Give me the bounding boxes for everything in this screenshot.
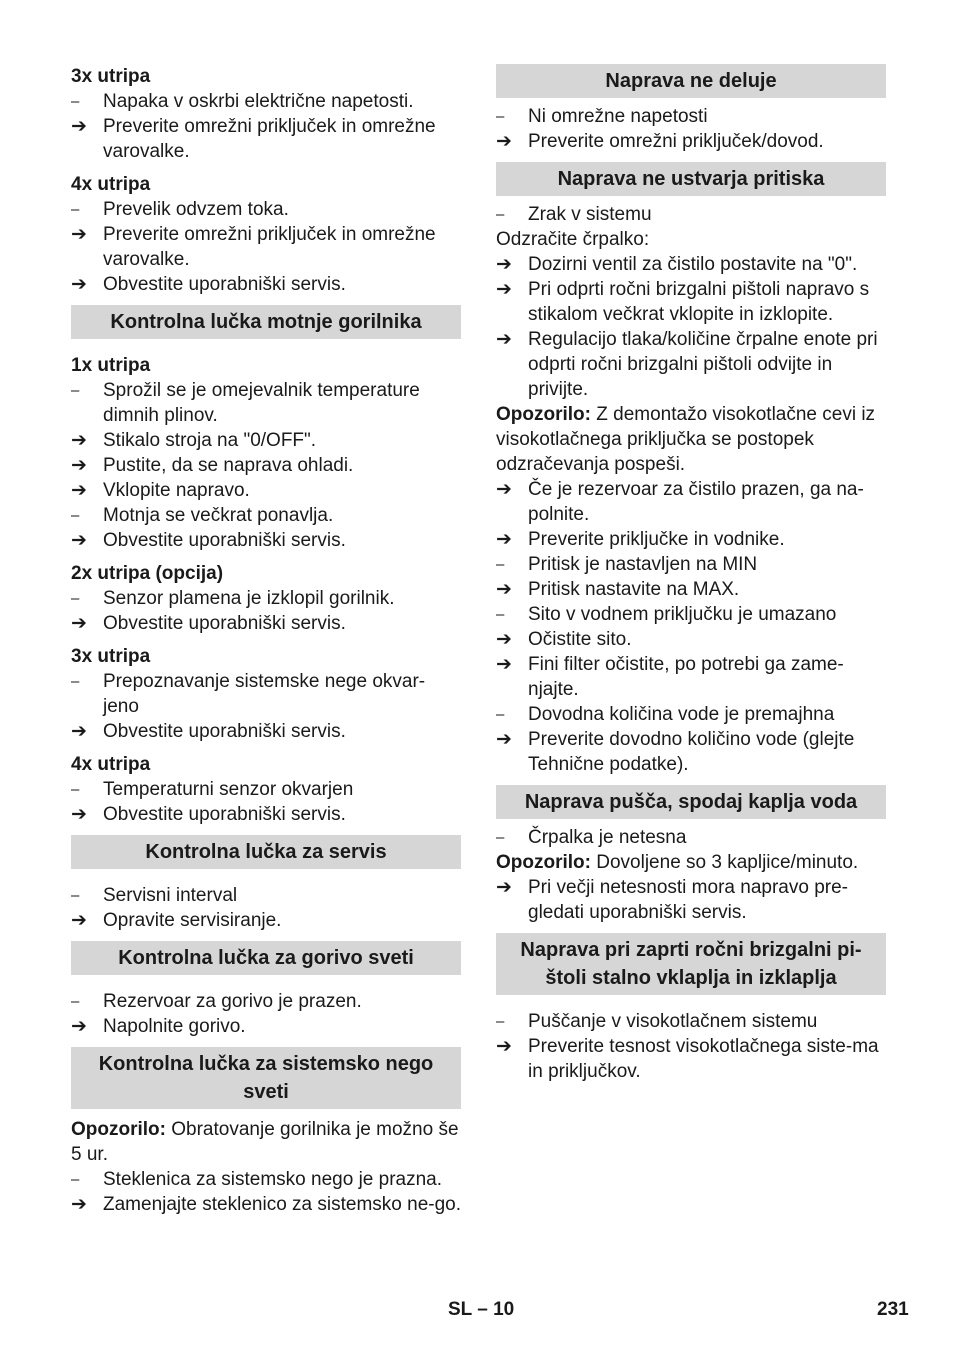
- cause-item: [71, 89, 461, 114]
- remedy-item: [496, 652, 886, 702]
- arrow-right-icon: ➔: [496, 329, 512, 350]
- item-text: Dozirni ventil za čistilo postavite na "0".: [528, 254, 858, 275]
- item-text: Steklenica za sistemsko nego je prazna.: [103, 1169, 443, 1190]
- note-text: Obratovanje gorilnika je možno še 5 ur.: [71, 1119, 459, 1165]
- item-text: Temperaturni senzor okvarjen: [103, 779, 354, 800]
- cause-item: [496, 602, 886, 627]
- subheading: 3x utripa: [71, 646, 151, 667]
- arrow-right-icon: ➔: [71, 480, 87, 501]
- item-text: Prevelik odvzem toka.: [103, 199, 289, 220]
- section-heading: Kontrolna lučka motnje gorilnika: [71, 305, 461, 339]
- subheading: 1x utripa: [71, 355, 151, 376]
- item-text: Preverite omrežni priključek/dovod.: [528, 131, 824, 152]
- arrow-right-icon: ➔: [71, 274, 87, 295]
- dash-icon: –: [71, 1171, 80, 1188]
- arrow-right-icon: ➔: [71, 430, 87, 451]
- remedy-item: [496, 1034, 886, 1084]
- arrow-right-icon: ➔: [496, 1036, 512, 1057]
- dash-icon: –: [496, 556, 505, 573]
- dash-icon: –: [71, 673, 80, 690]
- remedy-item: [496, 252, 886, 277]
- dash-icon: –: [496, 706, 505, 723]
- item-text: Servisni interval: [103, 885, 238, 906]
- arrow-right-icon: ➔: [496, 254, 512, 275]
- remedy-item: [496, 477, 886, 527]
- item-text: Prepoznavanje sistemske nege okvar-jeno: [103, 671, 426, 717]
- arrow-right-icon: ➔: [71, 721, 87, 742]
- remedy-item: [71, 428, 461, 453]
- remedy-item: [496, 527, 886, 552]
- remedy-item: [496, 277, 886, 327]
- remedy-item: [496, 129, 886, 154]
- cause-item: [496, 1009, 886, 1034]
- arrow-right-icon: ➔: [496, 479, 512, 500]
- cause-item: [71, 989, 461, 1014]
- cause-item: [496, 825, 886, 850]
- arrow-right-icon: ➔: [71, 530, 87, 551]
- remedy-item: [71, 114, 461, 164]
- item-text: Obvestite uporabniški servis.: [103, 804, 346, 825]
- arrow-right-icon: ➔: [71, 1194, 87, 1215]
- cause-item: [496, 202, 886, 227]
- arrow-right-icon: ➔: [496, 579, 512, 600]
- footer-page-label: – 10: [477, 1299, 515, 1320]
- cause-item: [496, 702, 886, 727]
- subheading: 4x utripa: [71, 174, 151, 195]
- arrow-right-icon: ➔: [496, 877, 512, 898]
- item-text: Pri večji netesnosti mora napravo pre-gledati uporabniški servis.: [528, 877, 848, 923]
- item-text: Zamenjajte steklenico za sistemsko ne-go.: [103, 1194, 461, 1215]
- item-text: Sito v vodnem priključku je umazano: [528, 604, 837, 625]
- item-text: Motnja se večkrat ponavlja.: [103, 505, 334, 526]
- remedy-item: [71, 611, 461, 636]
- section-heading: Naprava ne deluje: [496, 64, 886, 98]
- item-text: Regulacijo tlaka/količine črpalne enote pri odprti ročni brizgalni pištoli odvijte in privijte.: [528, 329, 878, 400]
- dash-icon: –: [71, 93, 80, 110]
- arrow-right-icon: ➔: [496, 529, 512, 550]
- cause-item: [71, 378, 461, 428]
- cause-item: [71, 197, 461, 222]
- item-text: Rezervoar za gorivo je prazen.: [103, 991, 362, 1012]
- item-text: Obvestite uporabniški servis.: [103, 530, 346, 551]
- note-paragraph: [496, 850, 886, 875]
- item-text: Pritisk nastavite na MAX.: [528, 579, 740, 600]
- right-column: [496, 64, 886, 1084]
- item-text: Senzor plamena je izklopil gorilnik.: [103, 588, 395, 609]
- footer-page-number: 231: [877, 1299, 909, 1320]
- note-label: Opozorilo:: [71, 1119, 166, 1140]
- item-text: Zrak v sistemu: [528, 204, 652, 225]
- note-text: Z demontažo visokotlačne cevi iz visokotlačnega priključka se postopek odzračevanja pospeši.: [496, 404, 876, 475]
- arrow-right-icon: ➔: [496, 279, 512, 300]
- subheading: 2x utripa (opcija): [71, 563, 224, 584]
- subheading: 3x utripa: [71, 66, 151, 87]
- note-text: Dovoljene so 3 kapljice/minuto.: [590, 852, 859, 873]
- remedy-item: [496, 727, 886, 777]
- section-heading: Kontrolna lučka za sistemsko nego sveti: [71, 1047, 461, 1109]
- left-column: [71, 64, 461, 1217]
- arrow-right-icon: ➔: [71, 804, 87, 825]
- item-text: Obvestite uporabniški servis.: [103, 613, 346, 634]
- remedy-item: [496, 875, 886, 925]
- arrow-right-icon: ➔: [71, 1016, 87, 1037]
- item-text: Pri odprti ročni brizgalni pištoli napravo s stikalom večkrat vklopite in izklopite.: [528, 279, 870, 325]
- cause-item: [496, 552, 886, 577]
- item-text: Preverite priključke in vodnike.: [528, 529, 785, 550]
- note-label: Opozorilo:: [496, 404, 591, 425]
- cause-item: [71, 883, 461, 908]
- item-text: Stikalo stroja na "0/OFF".: [103, 430, 317, 451]
- dash-icon: –: [496, 606, 505, 623]
- remedy-item: [71, 528, 461, 553]
- note-paragraph: [71, 1117, 461, 1167]
- arrow-right-icon: ➔: [71, 116, 87, 137]
- dash-icon: –: [71, 781, 80, 798]
- dash-icon: –: [71, 887, 80, 904]
- paragraph: Odzračite črpalko:: [496, 229, 650, 250]
- dash-icon: –: [496, 1013, 505, 1030]
- item-text: Pritisk je nastavljen na MIN: [528, 554, 758, 575]
- subheading: 4x utripa: [71, 754, 151, 775]
- section-heading: Naprava pri zaprti ročni brizgalni pi-štoli stalno vklaplja in izklaplja: [496, 933, 886, 995]
- item-text: Preverite tesnost visokotlačnega siste-ma in priključkov.: [528, 1036, 879, 1082]
- arrow-right-icon: ➔: [496, 654, 512, 675]
- remedy-item: [71, 222, 461, 272]
- note-label: Opozorilo:: [496, 852, 591, 873]
- item-text: Puščanje v visokotlačnem sistemu: [528, 1011, 818, 1032]
- arrow-right-icon: ➔: [71, 455, 87, 476]
- item-text: Napaka v oskrbi električne napetosti.: [103, 91, 414, 112]
- remedy-item: [71, 1014, 461, 1039]
- arrow-right-icon: ➔: [496, 729, 512, 750]
- remedy-item: [71, 272, 461, 297]
- item-text: Preverite omrežni priključek in omrežne varovalke.: [103, 224, 436, 270]
- item-text: Očistite sito.: [528, 629, 632, 650]
- item-text: Sprožil se je omejevalnik temperature dimnih plinov.: [103, 380, 420, 426]
- remedy-item: [71, 1192, 461, 1217]
- remedy-item: [71, 719, 461, 744]
- section-heading: Kontrolna lučka za servis: [71, 835, 461, 869]
- footer-language-page: [448, 1297, 514, 1322]
- cause-item: [496, 104, 886, 129]
- item-text: Obvestite uporabniški servis.: [103, 274, 346, 295]
- remedy-item: [71, 802, 461, 827]
- section-heading: Naprava ne ustvarja pritiska: [496, 162, 886, 196]
- section-heading: Naprava pušča, spodaj kaplja voda: [496, 785, 886, 819]
- remedy-item: [71, 478, 461, 503]
- dash-icon: –: [496, 206, 505, 223]
- dash-icon: –: [71, 993, 80, 1010]
- arrow-right-icon: ➔: [496, 131, 512, 152]
- item-text: Preverite dovodno količino vode (glejte Tehnične podatke).: [528, 729, 855, 775]
- arrow-right-icon: ➔: [496, 629, 512, 650]
- arrow-right-icon: ➔: [71, 910, 87, 931]
- dash-icon: –: [496, 108, 505, 125]
- remedy-item: [496, 327, 886, 402]
- cause-item: [71, 777, 461, 802]
- arrow-right-icon: ➔: [71, 224, 87, 245]
- item-text: Preverite omrežni priključek in omrežne varovalke.: [103, 116, 436, 162]
- dash-icon: –: [71, 382, 80, 399]
- item-text: Obvestite uporabniški servis.: [103, 721, 346, 742]
- cause-item: [71, 1167, 461, 1192]
- note-paragraph: [496, 402, 886, 477]
- arrow-right-icon: ➔: [71, 613, 87, 634]
- item-text: Fini filter očistite, po potrebi ga zame-njajte.: [528, 654, 844, 700]
- item-text: Črpalka je netesna: [528, 827, 687, 848]
- remedy-item: [71, 453, 461, 478]
- item-text: Dovodna količina vode je premajhna: [528, 704, 835, 725]
- cause-item: [71, 669, 461, 719]
- item-text: Pustite, da se naprava ohladi.: [103, 455, 354, 476]
- item-text: Opravite servisiranje.: [103, 910, 282, 931]
- remedy-item: [71, 908, 461, 933]
- dash-icon: –: [496, 829, 505, 846]
- dash-icon: –: [71, 590, 80, 607]
- cause-item: [71, 586, 461, 611]
- remedy-item: [496, 577, 886, 602]
- cause-item: [71, 503, 461, 528]
- section-heading: Kontrolna lučka za gorivo sveti: [71, 941, 461, 975]
- dash-icon: –: [71, 201, 80, 218]
- item-text: Vklopite napravo.: [103, 480, 250, 501]
- item-text: Napolnite gorivo.: [103, 1016, 246, 1037]
- item-text: Če je rezervoar za čistilo prazen, ga na-polnite.: [528, 479, 864, 525]
- item-text: Ni omrežne napetosti: [528, 106, 708, 127]
- dash-icon: –: [71, 507, 80, 524]
- remedy-item: [496, 627, 886, 652]
- footer-language: SL: [448, 1299, 472, 1320]
